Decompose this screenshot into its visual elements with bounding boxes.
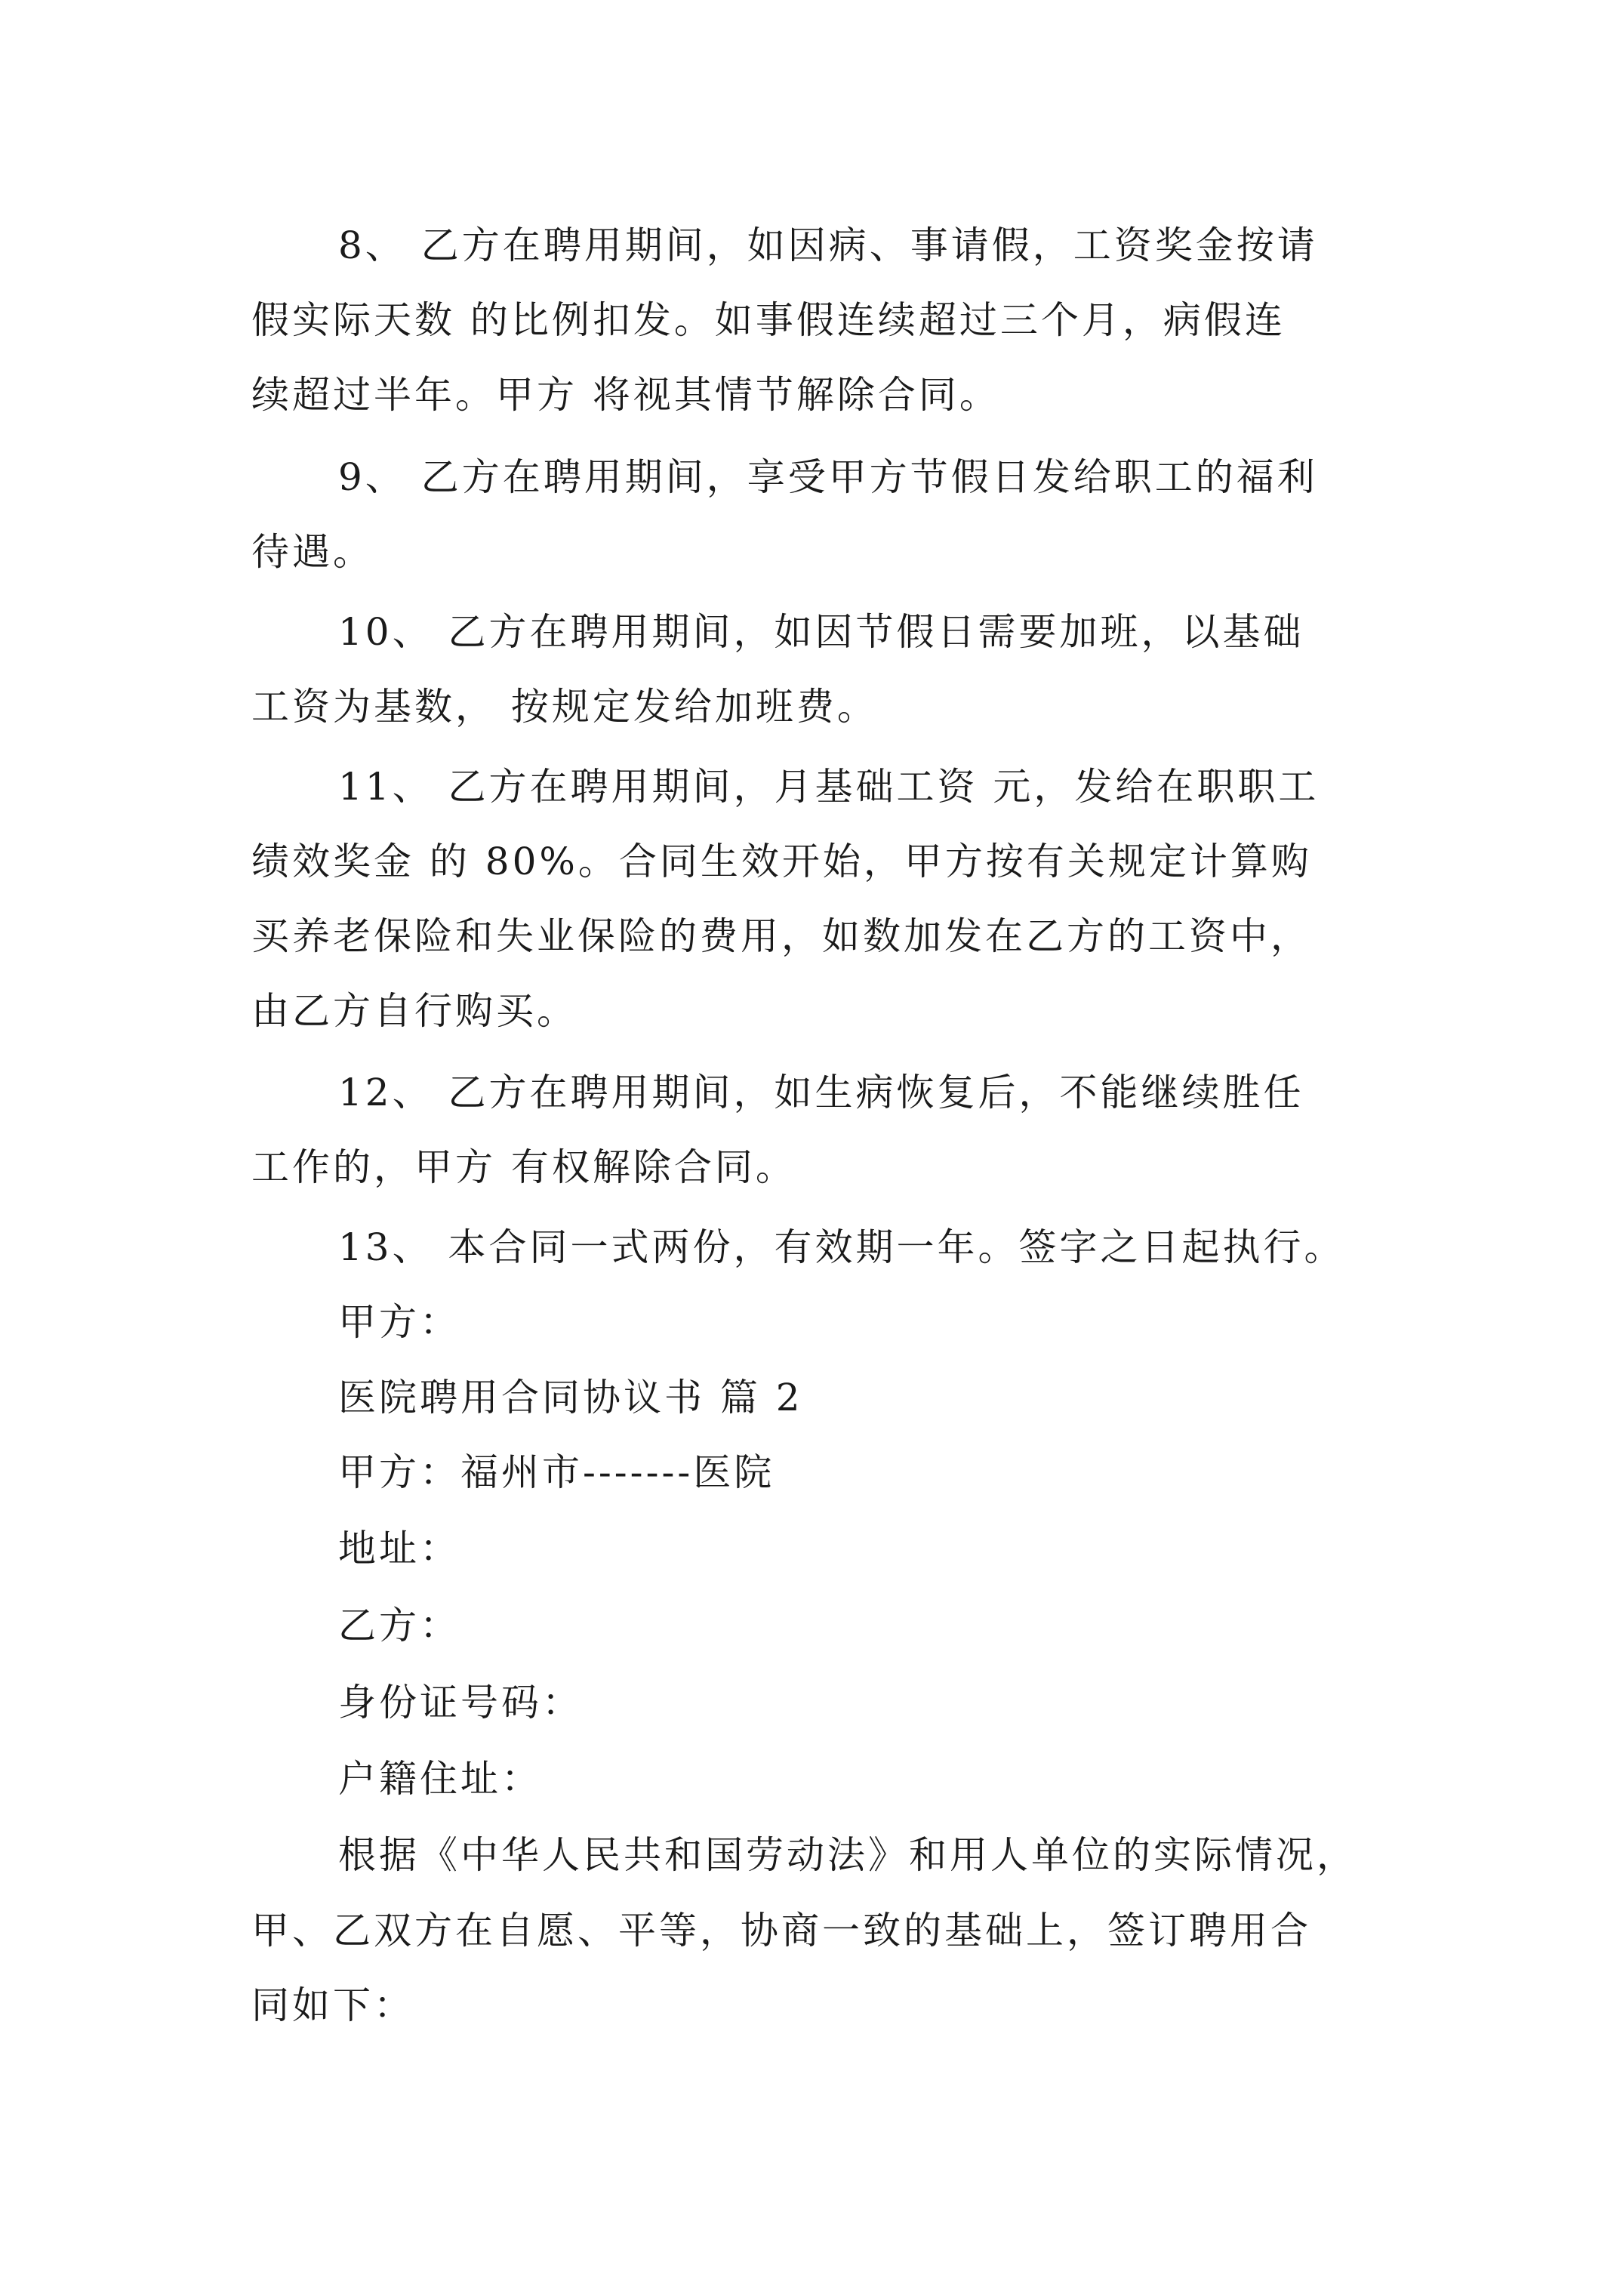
text-line: 13、 本合同一式两份，有效期一年。签字之日起执行。 [338,1225,1345,1269]
text-line: 待遇。 [251,530,374,574]
text-line: 根据《中华人民共和国劳动法》和用人单位的实际情况， [338,1833,1357,1877]
text-line: 由乙方自行购买。 [251,989,577,1033]
text-line: 户籍住址： [338,1757,542,1801]
text-line: 绩效奖金 的 80%。合同生效开始，甲方按有关规定计算购 [251,840,1312,883]
text-line: 买养老保险和失业保险的费用，如数加发在乙方的工资中， [251,914,1311,958]
text-line: 乙方： [338,1604,460,1647]
text-line: 同如下： [251,1983,414,2027]
text-line: 8、 乙方在聘用期间，如因病、事请假，工资奖金按请 [338,223,1318,267]
text-line: 身份证号码： [338,1681,583,1724]
text-line: 工资为基数， 按规定发给加班费。 [251,685,878,729]
text-line: 工作的，甲方 有权解除合同。 [251,1145,796,1189]
text-line: 甲方： [338,1300,460,1344]
text-line: 9、 乙方在聘用期间，享受甲方节假日发给职工的福利 [338,455,1318,499]
text-line: 10、 乙方在聘用期间，如因节假日需要加班，以基础 [338,610,1304,654]
text-line: 11、 乙方在聘用期间，月基础工资 元，发给在职职工 [338,765,1320,809]
text-line: 12、 乙方在聘用期间，如生病恢复后，不能继续胜任 [338,1071,1304,1114]
text-line: 续超过半年。甲方 将视其情节解除合同。 [251,373,1000,417]
section-heading: 医院聘用合同协议书 篇 2 [338,1376,803,1419]
text-line: 假实际天数 的比例扣发。如事假连续超过三个月，病假连 [251,298,1286,342]
text-line: 甲、乙双方在自愿、平等，协商一致的基础上，签订聘用合 [251,1909,1311,1952]
text-line: 地址： [338,1527,460,1570]
text-line: 甲方：福州市-------医院 [338,1450,775,1494]
